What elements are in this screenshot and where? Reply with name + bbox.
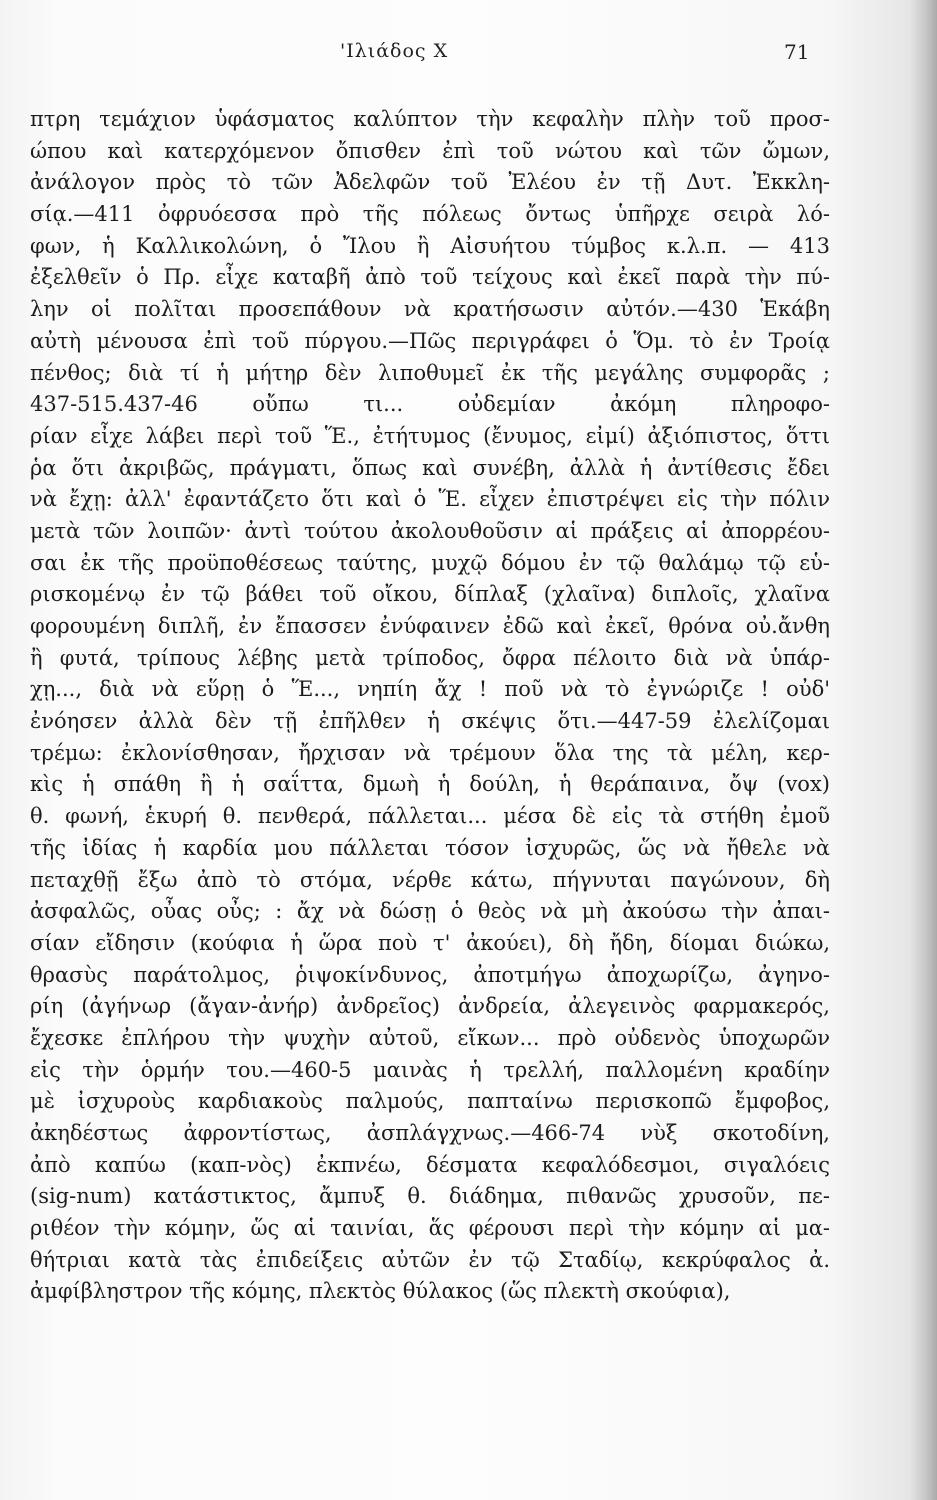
text-line: τρέμω: ἐκλονίσθησαν, ἤρχισαν νὰ τρέμουν ὅλα της τὰ μέλη, κερ- (30, 740, 830, 765)
text-line: ἐνόησεν ἀλλὰ δὲν τῇ ἐπῆλθεν ἡ σκέψις ὅτι.—447-59 ἐλελίζομαι (30, 709, 830, 734)
text-line: ἀσφαλῶς, οὖας οὖς; : ἄχ νὰ δώσῃ ὁ θεὸς νὰ μὴ ἀκούσω τὴν ἀπαι- (30, 899, 830, 924)
text-line: σαι ἐκ τῆς προϋποθέσεως ταύτης, μυχῷ δόμου ἐν τῷ θαλάμῳ τῷ εὑ- (30, 550, 830, 575)
text-line: 437-515.437-46 οὔπω τι... οὐδεμίαν ἀκόμη πληροφο- (30, 392, 830, 417)
text-line: τῆς ἰδίας ἡ καρδία μου πάλλεται τόσον ἰσχυρῶς, ὥς νὰ ἤθελε νὰ (30, 835, 830, 860)
text-line: πένθος; διὰ τί ἡ μήτηρ δὲν λιποθυμεῖ ἐκ τῆς μεγάλης συμφορᾶς ; (30, 360, 830, 385)
text-line: ἀνάλογον πρὸς τὸ τῶν Ἀδελφῶν τοῦ Ἐλέου ἐν τῇ Δυτ. Ἐκκλη- (30, 170, 830, 195)
text-line: ἔχεσκε ἐπλήρου τὴν ψυχὴν αὐτοῦ, εἴκων... πρὸ οὐδενὸς ὑποχωρῶν (30, 1025, 830, 1050)
text-line: χῃ..., διὰ νὰ εὕρῃ ὁ Ἕ..., νηπίη ἄχ ! ποῦ νὰ τὸ ἐγνώριζε ! οὐδ' (30, 677, 830, 702)
text-line: φορουμένη διπλῆ, ἐν ἔπασσεν ἐνύφαινεν ἐδῶ καὶ ἐκεῖ, θρόνα οὐ.ἄνθη (30, 614, 830, 638)
text-line: μετὰ τῶν λοιπῶν· ἀντὶ τούτου ἀκολουθοῦσιν αἱ πράξεις αἱ ἀπορρέου- (30, 518, 830, 543)
text-line: σίᾳ.—411 ὀφρυόεσσα πρὸ τῆς πόλεως ὄντως ὑπῆρχε σειρὰ λό- (30, 202, 830, 227)
text-line: ἐξελθεῖν ὁ Πρ. εἶχε καταβῆ ἀπὸ τοῦ τείχους καὶ ἐκεῖ παρὰ τὴν πύ- (30, 265, 830, 290)
text-line: σίαν εἴδησιν (κούφια ἡ ὥρα ποὺ τ' ἀκούει), δὴ ἤδη, δίομαι διώκω, (30, 930, 830, 955)
text-line: ἢ φυτά, τρίπους λέβης μετὰ τρίποδος, ὄφρα πέλοιτο διὰ νὰ ὑπάρ- (30, 645, 830, 670)
body-text (30, 104, 830, 1308)
text-line: κὶς ἡ σπάθη ἢ ἡ σαΐττα, δμωὴ ἡ δούλη, ἡ θεράπαινα, ὄψ (vox) (30, 772, 830, 797)
text-line: (sig-num) κατάστικτος, ἄμπυξ θ. διάδημα, πιθανῶς χρυσοῦν, πε- (30, 1184, 830, 1209)
text-line: αὐτὴ μένουσα ἐπὶ τοῦ πύργου.—Πῶς περιγράφει ὁ Ὅμ. τὸ ἐν Τροίᾳ (30, 328, 830, 353)
text-line: λην οἱ πολῖται προσεπάθουν νὰ κρατήσωσιν αὐτόν.—430 Ἑκάβη (30, 297, 830, 322)
text-line: ῥα ὅτι ἀκριβῶς, πράγματι, ὅπως καὶ συνέβη, ἀλλὰ ἡ ἀντίθεσις ἔδει (30, 455, 830, 480)
text-line: εἰς τὴν ὁρμήν του.—460-5 μαινὰς ἡ τρελλή, παλλομένη κραδίην (30, 1057, 830, 1082)
text-line: μὲ ἰσχυροὺς καρδιακοὺς παλμούς, παπταίνω περισκοπῶ ἔμφοβος, (30, 1089, 830, 1114)
text-line: πεταχθῇ ἔξω ἀπὸ τὸ στόμα, νέρθε κάτω, πήγνυται παγώνουν, δὴ (30, 867, 830, 892)
text-line: φων, ἡ Καλλικολώνη, ὁ Ἴλου ἢ Αἰσυήτου τύμβος κ.λ.π. — 413 (30, 233, 830, 258)
text-line: ρίαν εἶχε λάβει περὶ τοῦ Ἕ., ἐτήτυμος (ἔνυμος, εἰμί) ἀξιόπιστος, ὅττι (30, 423, 830, 448)
text-line: ρισκομένῳ ἐν τῷ βάθει τοῦ οἴκου, δίπλαξ (χλαῖνα) διπλοῖς, χλαῖνα (30, 582, 830, 607)
text-line: ριθέον τὴν κόμην, ὥς αἱ ταινίαι, ἅς φέρουσι περὶ τὴν κόμην αἱ μα- (30, 1216, 830, 1241)
text-line: ἀκηδέστως ἀφροντίστως, ἀσπλάγχνως.—466-74 νὺξ σκοτοδίνη, (30, 1121, 830, 1145)
text-line: ἀπὸ καπύω (καπ-νὸς) ἐκπνέω, δέσματα κεφαλόδεσμοι, σιγαλόεις (30, 1152, 830, 1177)
text-line: πτρη τεμάχιον ὑφάσματος καλύπτον τὴν κεφαλὴν πλὴν τοῦ προσ- (30, 107, 830, 131)
text-line: ρίη (ἀγήνωρ (ἄγαν-ἀνήρ) ἀνδρεῖος) ἀνδρεία, ἀλεγεινὸς φαρμακερός, (30, 994, 830, 1019)
running-title: 'Ιλιάδος Χ (340, 40, 449, 62)
page-gutter-shadow (909, 0, 937, 1500)
text-line: θρασὺς παράτολμος, ῥιψοκίνδυνος, ἀποτμήγω ἀποχωρίζω, ἀγηνο- (30, 962, 830, 987)
page-number: 71 (784, 40, 810, 64)
text-line: θ. φωνή, ἑκυρή θ. πενθερά, πάλλεται... μέσα δὲ εἰς τὰ στήθη ἐμοῦ (30, 804, 830, 829)
text-line: ώπου καὶ κατερχόμενον ὄπισθεν ἐπὶ τοῦ νώτου καὶ τῶν ὤμων, (30, 138, 830, 163)
text-line: θήτριαι κατὰ τὰς ἐπιδείξεις αὐτῶν ἐν τῷ Σταδίῳ, κεκρύφαλος ἀ. (30, 1247, 830, 1272)
text-line: νὰ ἔχῃ: ἀλλ' ἐφαντάζετο ὅτι καὶ ὁ Ἕ. εἶχεν ἐπιστρέψει εἰς τὴν πόλιν (30, 487, 830, 512)
text-line: ἀμφίβληστρον τῆς κόμης, πλεκτὸς θύλακος (ὥς πλεκτὴ σκούφια), (30, 1279, 731, 1304)
